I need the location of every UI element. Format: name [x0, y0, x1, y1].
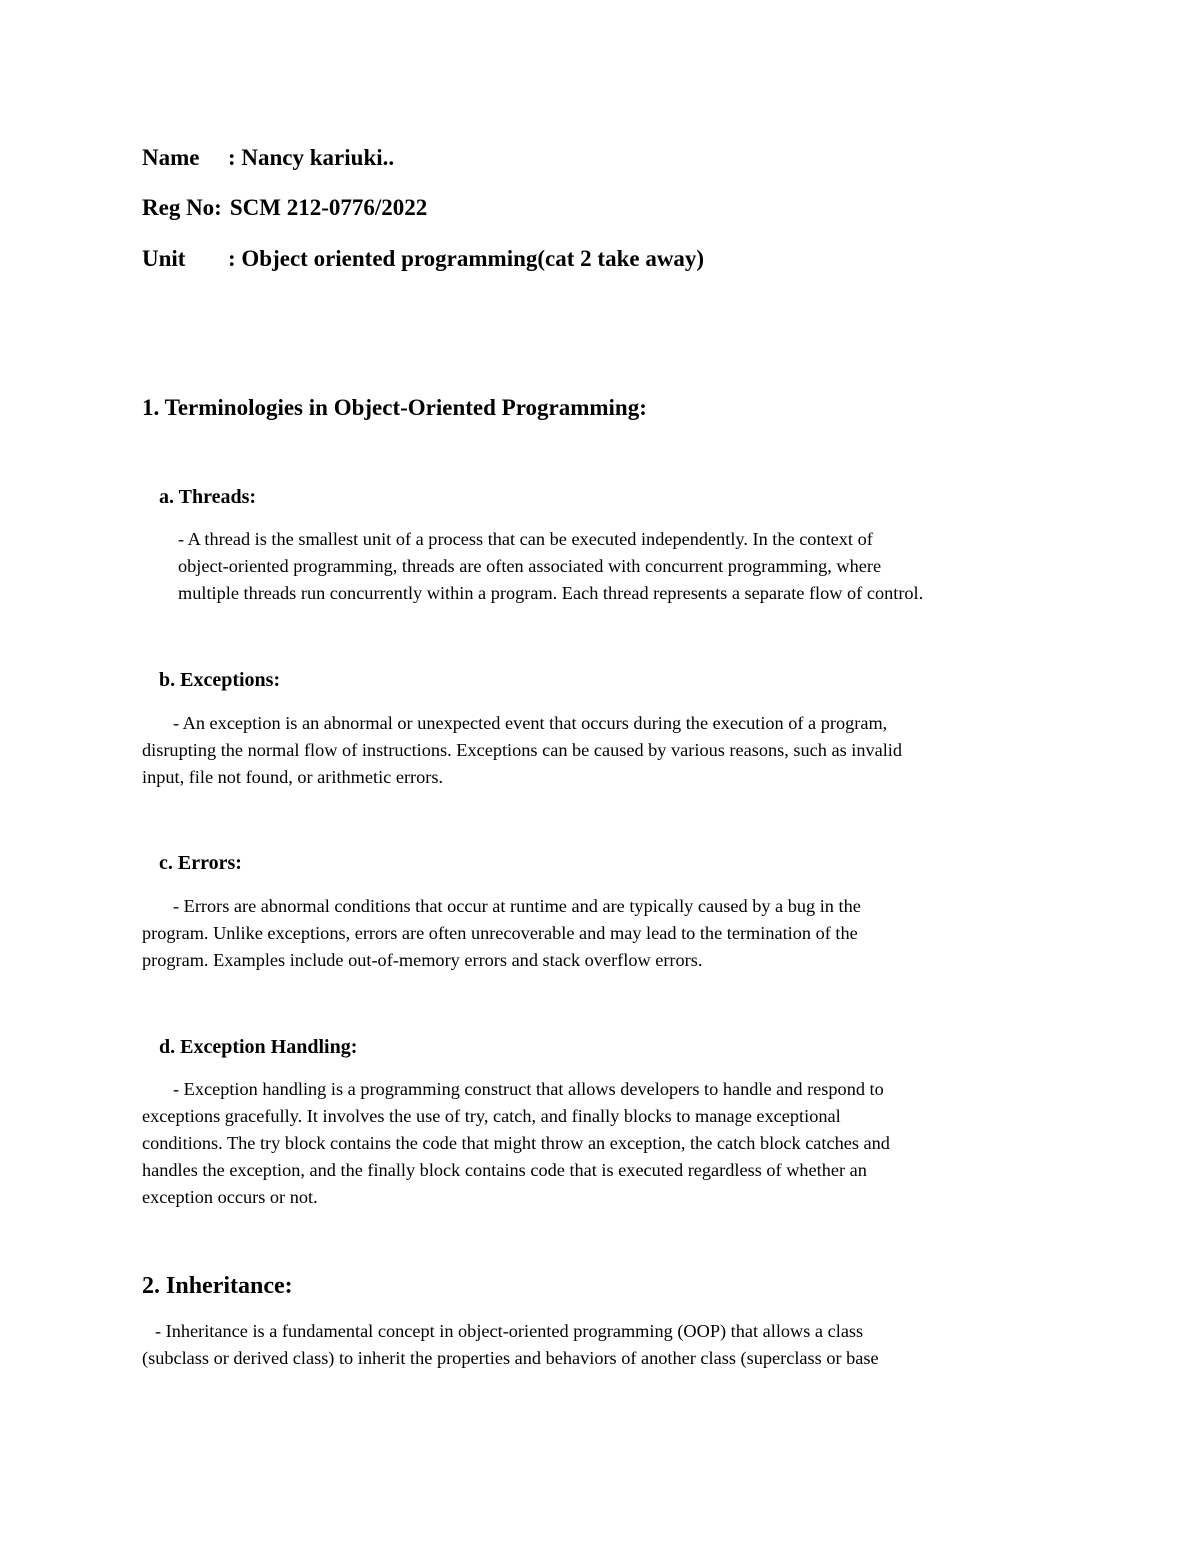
reg-label: Reg No:	[142, 195, 222, 220]
errors-line-1: - Errors are abnormal conditions that occur at runtime and are typically caused by a bug in the	[173, 896, 861, 916]
unit-label: Unit	[142, 246, 186, 271]
reg-line	[142, 194, 427, 222]
exceptions-paragraph	[142, 710, 902, 791]
name-value: : Nancy kariuki..	[228, 145, 395, 170]
threads-line-2: object-oriented programming, threads are often associated with concurrent programming, where	[178, 556, 882, 576]
exception-handling-paragraph	[142, 1076, 890, 1211]
exceptions-line-1: - An exception is an abnormal or unexpected event that occurs during the execution of a program,	[173, 713, 888, 733]
errors-line-2: program. Unlike exceptions, errors are often unrecoverable and may lead to the termination of the	[142, 923, 858, 943]
reg-value: SCM 212-0776/2022	[229, 195, 428, 220]
errors-line-3: program. Examples include out-of-memory errors and stack overflow errors.	[142, 950, 703, 970]
exception-handling-line-1: - Exception handling is a programming construct that allows developers to handle and respond to	[173, 1079, 884, 1099]
section-2-title: 2. Inheritance:	[142, 1273, 293, 1299]
inheritance-paragraph	[142, 1318, 879, 1372]
exceptions-line-3: input, file not found, or arithmetic errors.	[142, 767, 444, 787]
threads-line-3: multiple threads run concurrently within a program. Each thread represents a separate flow of control.	[178, 583, 924, 603]
name-label: Name	[142, 145, 200, 170]
exception-handling-heading: d. Exception Handling:	[159, 1036, 358, 1058]
exception-handling-line-5: exception occurs or not.	[142, 1187, 318, 1207]
threads-line-1: - A thread is the smallest unit of a process that can be executed independently. In the context of	[178, 529, 873, 549]
exception-handling-line-2: exceptions gracefully. It involves the use of try, catch, and finally blocks to manage exceptional	[142, 1106, 841, 1126]
exceptions-heading: b. Exceptions:	[159, 669, 281, 691]
unit-value: : Object oriented programming(cat 2 take away)	[228, 246, 705, 271]
errors-paragraph	[142, 893, 861, 974]
section-1-title: 1. Terminologies in Object-Oriented Programming:	[142, 395, 647, 420]
threads-heading: a. Threads:	[159, 486, 257, 508]
exception-handling-line-3: conditions. The try block contains the code that might throw an exception, the catch block catches and	[142, 1133, 890, 1153]
name-line	[142, 144, 394, 172]
errors-heading: c. Errors:	[159, 852, 242, 874]
inheritance-line-1: - Inheritance is a fundamental concept in object-oriented programming (OOP) that allows a class	[155, 1321, 864, 1341]
unit-line	[142, 245, 704, 273]
exception-handling-line-4: handles the exception, and the finally block contains code that is executed regardless of whether an	[142, 1160, 867, 1180]
inheritance-line-2: (subclass or derived class) to inherit the properties and behaviors of another class (superclass or base	[142, 1348, 879, 1368]
exceptions-line-2: disrupting the normal flow of instructions. Exceptions can be caused by various reasons, such as invalid	[142, 740, 903, 760]
threads-paragraph	[178, 526, 923, 607]
